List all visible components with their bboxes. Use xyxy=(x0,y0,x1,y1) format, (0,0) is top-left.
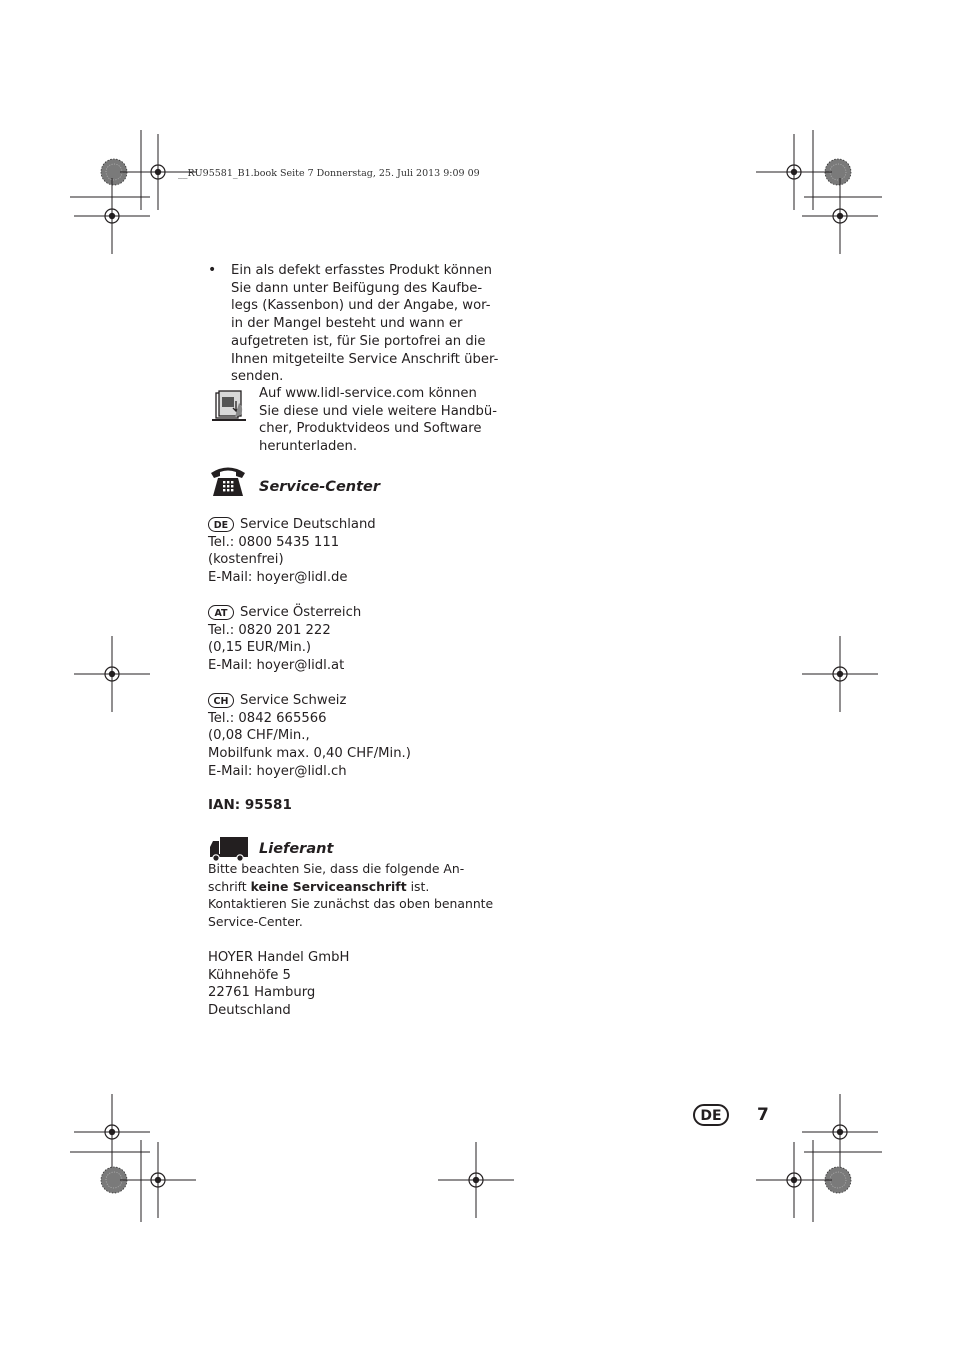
download-note xyxy=(259,385,497,456)
paragraph-line: Service-Center. xyxy=(208,914,303,930)
paragraph-line: Ein als defekt erfasstes Produkt können xyxy=(231,263,493,278)
page-number: 7 xyxy=(757,1105,769,1125)
country-badge-ch: CH xyxy=(208,693,234,708)
service-entry-ch xyxy=(208,692,411,781)
paragraph-line: herunterladen. xyxy=(259,439,358,455)
paragraph-line: in der Mangel besteht und wann er xyxy=(231,316,463,332)
no-service-address-emphasis: keine Serviceanschrift xyxy=(250,878,407,894)
paragraph-line: Auf www.lidl-service.com können xyxy=(259,386,477,401)
address-line: Kühnehöfe 5 xyxy=(208,967,291,983)
language-badge: DE xyxy=(693,1104,729,1126)
service-cost: (kostenfrei) xyxy=(208,552,284,568)
service-cost: (0,15 EUR/Min.) xyxy=(208,640,312,656)
service-phone: Tel.: 0842 665566 xyxy=(208,710,327,726)
service-name: Service Schweiz xyxy=(240,693,347,708)
paragraph-line: aufgetreten ist, für Sie portofrei an die xyxy=(231,333,486,349)
service-phone: Tel.: 0800 5435 111 xyxy=(208,534,340,550)
paragraph-line: Sie diese und viele weitere Handbü- xyxy=(259,403,497,419)
service-email: E-Mail: hoyer@lidl.de xyxy=(208,570,348,586)
service-cost: Mobilfunk max. 0,40 CHF/Min.) xyxy=(208,746,411,762)
manual-download-icon xyxy=(210,389,248,427)
bullet-symbol: • xyxy=(208,262,217,278)
paragraph-line: Sie dann unter Beifügung des Kaufbe- xyxy=(231,280,483,296)
country-badge-de: DE xyxy=(208,517,234,532)
address-line: Deutschland xyxy=(208,1003,291,1019)
ian-number: IAN: 95581 xyxy=(208,797,292,813)
paragraph-line: Bitte beachten Sie, dass die folgende An- xyxy=(208,861,465,876)
paragraph-line: Kontaktieren Sie zunächst das oben benannte xyxy=(208,896,494,912)
paragraph-line: legs (Kassenbon) und der Angabe, wor- xyxy=(231,298,491,314)
service-center-heading: Service-Center xyxy=(259,479,381,495)
supplier-address xyxy=(208,949,349,1020)
service-entry-de xyxy=(208,516,376,587)
supplier-heading: Lieferant xyxy=(259,841,334,857)
service-email: E-Mail: hoyer@lidl.at xyxy=(208,658,345,674)
supplier-note: Bitte beachten Sie, dass die folgende An- schrift keine Serviceanschrift ist. Kontaktieren Sie zunächst das oben benannte Service-Center. xyxy=(208,861,494,930)
service-entry-at xyxy=(208,604,361,675)
service-cost: (0,08 CHF/Min., xyxy=(208,728,310,744)
paragraph-line: senden. xyxy=(231,369,284,385)
address-line: 22761 Hamburg xyxy=(208,985,316,1001)
address-line: HOYER Handel GmbH xyxy=(208,950,350,965)
print-job-info: __RU95581_B1.book Seite 7 Donnerstag, 25. Juli 2013 9:09 09 xyxy=(178,168,480,179)
bullet-paragraph xyxy=(231,262,498,386)
paragraph-line: cher, Produktvideos und Software xyxy=(259,421,482,437)
paragraph-line: Ihnen mitgeteilte Service Anschrift über- xyxy=(231,351,499,367)
service-email: E-Mail: hoyer@lidl.ch xyxy=(208,763,347,779)
service-name: Service Österreich xyxy=(240,605,362,620)
service-phone: Tel.: 0820 201 222 xyxy=(208,622,331,638)
telephone-icon xyxy=(209,464,247,502)
service-name: Service Deutschland xyxy=(240,517,376,532)
country-badge-at: AT xyxy=(208,605,234,620)
